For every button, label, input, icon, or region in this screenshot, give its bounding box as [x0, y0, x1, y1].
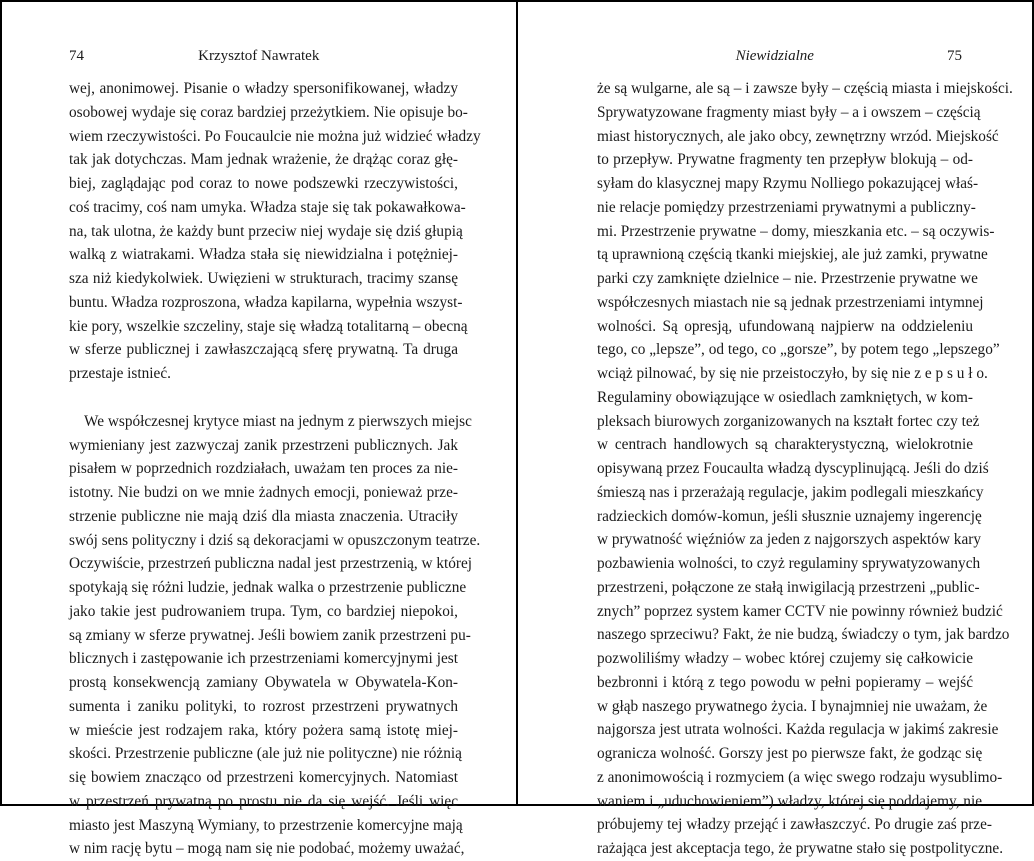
text-line: wolności. Są opresją, ufundowaną najpierw na oddzieleniu — [597, 317, 973, 335]
text-line: Sprywatyzowane fragmenty miast były – a i owszem – częścią — [597, 103, 981, 121]
text-line: biej, zaglądając pod coraz to nowe podszewki rzeczywistości, — [69, 175, 458, 192]
text-line: Oczywiście, przestrzeń publiczna nadal jest przestrzenią, w której — [69, 555, 473, 573]
text-line: w sferze publicznej i zawłaszczającą sferę prywatną. Ta druga — [69, 341, 458, 359]
text-line: rażająca jest akceptacja tego, że prywatne stało się postpolityczne. — [597, 840, 1004, 857]
text-line: z anonimowością i rozmyciem (a więc swego rodzaju wysublimo- — [597, 768, 1003, 786]
left-page-body — [69, 77, 481, 861]
text-line: pozbawienia wolności, to czyż regulaminy sprywatyzowanych — [597, 555, 981, 572]
text-line: Regulaminy obowiązujące w osiedlach zamkniętych, w kom- — [597, 388, 973, 406]
text-line: parki czy zamknięte dzielnice – nie. Przestrzenie prywatne we — [597, 270, 978, 287]
text-line: wymieniany jest zazwyczaj zanik przestrzeni publicznych. Jak — [69, 436, 458, 454]
text-line: coś tracimy, coś nam umyka. Władza staje się tak pokawałkowa- — [69, 198, 466, 216]
text-line: ogranicza wolność. Gorszy jest po pierwsze fakt, że godząc się — [597, 745, 983, 762]
text-line: sza niż kiedykolwiek. Uwięzieni w strukturach, tracimy szansę — [69, 270, 458, 287]
text-line: jako takie jest pudrowaniem trupa. Tym, co bardziej niepokoi, — [69, 602, 458, 620]
text-line: w przestrzeń prywatną po prostu nie da się wejść. Jeśli więc — [69, 792, 458, 810]
text-line: w mieście jest rodzajem raka, który pożera samą istotę miej- — [69, 721, 458, 739]
text-line: współczesnych miastach nie są jednak przestrzeniami intymnej — [597, 293, 984, 311]
text-line: w prywatność więźniów za jeden z najgorszych aspektów kary — [597, 531, 981, 549]
text-line — [69, 386, 458, 410]
text-line: próbujemy tej władzy przejąć i zawłaszczyć. Po drugie zaś prze- — [597, 816, 992, 834]
text-line: tą uprawnioną częścią tkanki miejskiej, ale już zamki, prywatne — [597, 246, 988, 264]
text-line: buntu. Władza rozproszona, władza kapilarna, wypełnia wszyst- — [69, 293, 463, 311]
text-line: blicznych i zastępowanie ich przestrzeniami komercyjnymi jest — [69, 650, 458, 668]
text-line: kie pory, wszelkie szczeliny, staje się władzą totalitarną – obecną — [69, 317, 468, 335]
text-line: istotny. Nie budzi on we mnie żadnych emocji, ponieważ prze- — [69, 484, 458, 501]
text-line: najgorsza jest utrata wolności. Każda regulacja w jakimś zakresie — [597, 721, 999, 739]
text-line: się bowiem znacząco od przestrzeni komercyjnych. Natomiast — [69, 769, 458, 786]
text-line: tak jak dotychczas. Mam jednak wrażenie, że drążąc coraz głę- — [69, 151, 458, 169]
text-line: waniem i „uduchowieniem”) władzy, której się poddajemy, nie — [597, 792, 982, 810]
text-line: pleksach biurowych zorganizowanych na kształt fortec czy też — [597, 412, 980, 430]
text-line: osobowej wydaje się coraz bardziej przeżytkiem. Nie opisuje bo- — [69, 103, 468, 121]
running-header-author: Krzysztof Nawratek — [198, 48, 320, 64]
text-line: mi. Przestrzenie prywatne – domy, mieszkania etc. – są oczywis- — [597, 222, 995, 240]
text-line: naszego sprzeciwu? Fakt, że nie budzą, świadczy o tym, jak bardzo — [597, 626, 1010, 644]
text-line: to przepływ. Prywatne fragmenty ten przepływ blokują – od- — [597, 151, 973, 169]
text-line: wciąż pilnować, by się nie przeistoczyło, by się nie z e p s u ł o. — [597, 365, 988, 382]
left-page — [2, 2, 518, 858]
text-line: swój sens polityczny i dziś są dekoracjami w opuszczonym teatrze. — [69, 531, 481, 549]
text-line: prostą konsekwencją zamiany Obywatela w Obywatela-Kon- — [69, 674, 458, 691]
page-number-right: 75 — [947, 48, 962, 64]
text-line: miasto jest Maszyną Wymiany, to przestrzenie komercyjne mają — [69, 816, 463, 834]
text-line: radzieckich domów-komun, jeśli słusznie uznajemy ingerencję — [597, 507, 982, 525]
text-line: że są wulgarne, ale są – i zawsze były – częścią miasta i miejskości. — [597, 80, 1013, 97]
text-line: śmieszą nas i przerażają regulacje, jakim podlegali mieszkańcy — [597, 483, 984, 501]
text-line: pozwoliliśmy władzy – wobec której czujemy się całkowicie — [597, 650, 973, 667]
text-line: są zmiany w sferze prywatnej. Jeśli bowiem zanik przestrzeni pu- — [69, 626, 471, 644]
text-line: wiem rzeczywistości. Po Foucaulcie nie można już widzieć władzy — [69, 127, 481, 145]
text-line: walką z wiatrakami. Władza stała się niewidzialna i potężniej- — [69, 246, 458, 264]
text-line: w nim rację bytu – mogą nam się nie podobać, możemy uważać, — [69, 840, 465, 858]
text-line: syłam do klasycznej mapy Rzymu Nolliego pokazującej właś- — [597, 175, 979, 192]
page-number-left: 74 — [69, 48, 84, 64]
text-line: znych” poprzez system kamer CCTV nie powinny również budzić — [597, 602, 1003, 620]
text-line: w centrach handlowych są charakterystyczną, wielokrotnie — [597, 436, 973, 454]
text-line: miast historycznych, ale jako obcy, zewnętrzny wrzód. Miejskość — [597, 127, 999, 145]
text-line: We współczesnej krytyce miast na jednym z pierwszych miejsc — [84, 412, 472, 430]
running-header-chapter: Niewidzialne — [735, 48, 814, 64]
text-line: wej, anonimowej. Pisanie o władzy spersonifikowanej, władzy — [69, 80, 458, 97]
text-line: pisałem w poprzednich rozdziałach, uważam ten proces za nie- — [69, 460, 458, 478]
text-line: w głąb naszego prywatnego życia. I bynajmniej nie uważam, że — [597, 697, 988, 715]
text-line: przestaje istnieć. — [69, 365, 171, 382]
text-line: skości. Przestrzenie publiczne (ale już nie polityczne) nie różnią — [69, 745, 462, 763]
text-line: spotykają się różni ludzie, jednak walka o przestrzenie publiczne — [69, 579, 467, 596]
text-line: tego, co „lepsze”, od tego, co „gorsze”, by potem tego „lepszego” — [597, 341, 1000, 359]
right-page-body — [597, 77, 1013, 861]
text-line: opisywaną przez Foucaulta władzą dyscyplinującą. Jeśli do dziś — [597, 460, 989, 477]
text-line: strzenie publiczne nie mają dziś dla miasta znaczenia. Utraciły — [69, 507, 458, 525]
text-line: przestrzeni, połączone ze stałą inwigilacją przestrzeni „public- — [597, 578, 980, 596]
text-line: na, tak ulotna, że każdy bunt przeciw niej wydaje się dziś głupią — [69, 222, 463, 240]
text-line: sumenta i zaniku polityki, to rozrost przestrzeni prywatnych — [69, 697, 458, 715]
text-line: nie relacje pomiędzy przestrzeniami prywatnymi a publiczny- — [597, 198, 976, 216]
text-line: bezbronni i którą z tego powodu w pełni popieramy – wejść — [597, 673, 973, 691]
